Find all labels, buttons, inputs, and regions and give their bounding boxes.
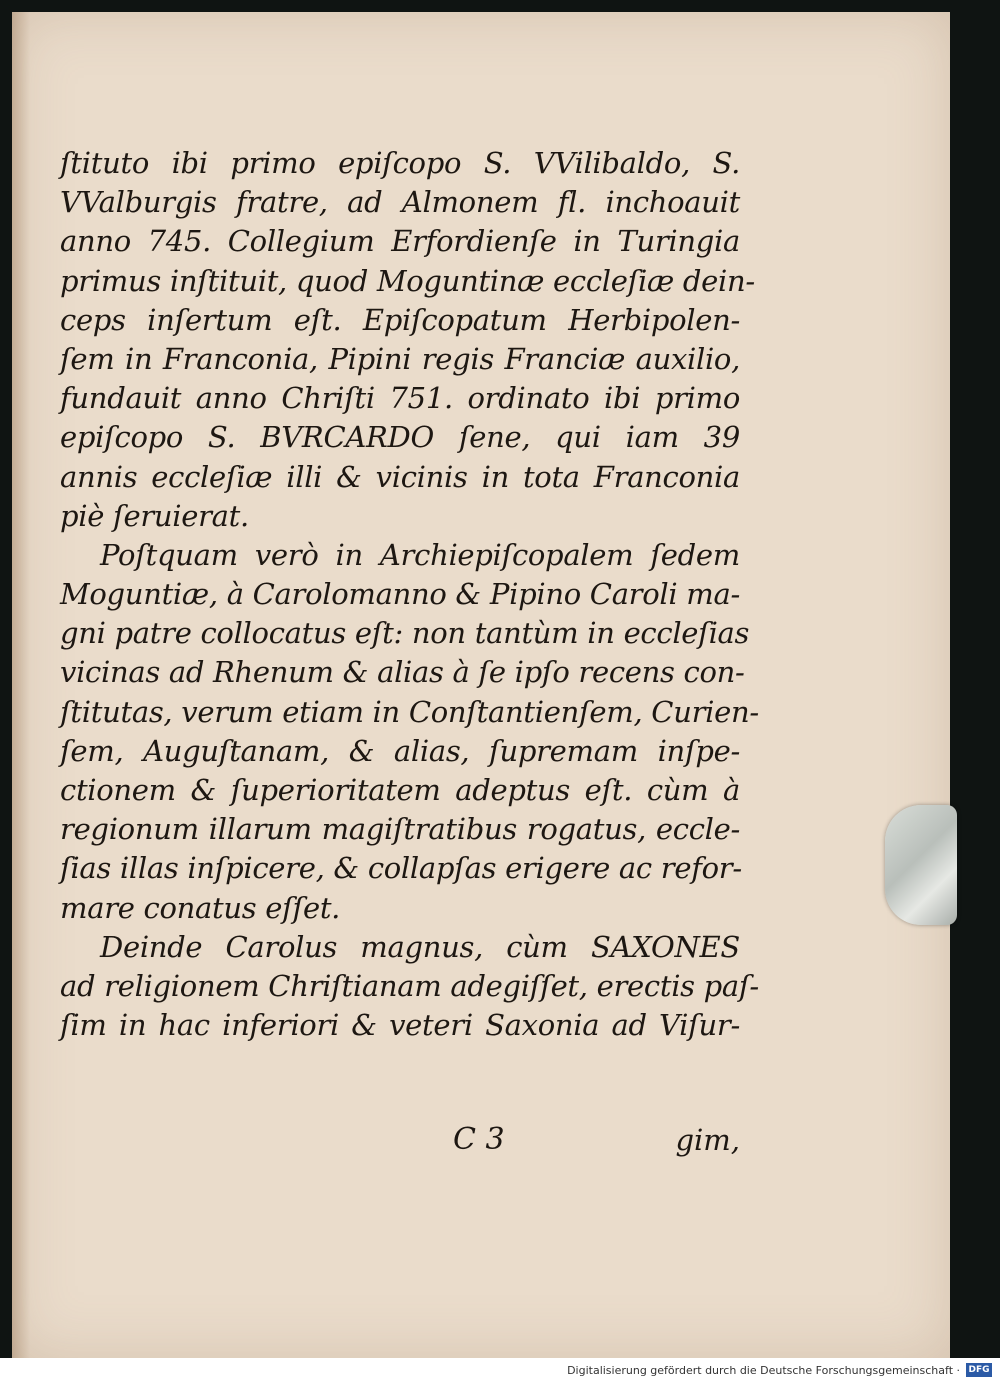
text-line: VValburgis fratre, ad Almonem fl. inchoauit bbox=[60, 185, 740, 220]
book-page bbox=[12, 12, 950, 1358]
text-line: ceps inſertum eſt. Epiſcopatum Herbipolen- bbox=[60, 302, 740, 337]
page-text bbox=[60, 144, 759, 1045]
text-line: vicinas ad Rhenum & alias à ſe ipſo recens con- bbox=[60, 655, 745, 690]
text-line: anno 745. Collegium Erfordienſe in Turingia bbox=[60, 224, 740, 259]
page-clip bbox=[885, 805, 957, 925]
text-line: ſtituto ibi primo epiſcopo S. VVilibaldo, S. bbox=[60, 146, 740, 180]
text-line: annis eccleſiæ illi & vicinis in tota Franconia bbox=[60, 459, 740, 494]
text-line: ſem in Franconia, Pipini regis Franciæ auxilio, bbox=[60, 341, 740, 376]
text-line: gni patre collocatus eſt: non tantùm in eccleſias bbox=[60, 616, 750, 651]
paragraph-first-line: Deinde Carolus magnus, cùm SAXONES bbox=[100, 929, 740, 964]
funding-notice: Digitalisierung gefördert durch die Deutsche Forschungsgemeinschaft · bbox=[567, 1364, 960, 1377]
page-gutter-shadow bbox=[12, 12, 30, 1358]
paragraph-first-line: Poſtquam verò in Archiepiſcopalem ſedem bbox=[100, 537, 740, 572]
catchword: gim, bbox=[675, 1123, 740, 1157]
text-line: mare conatus eſſet. bbox=[60, 890, 341, 925]
page-footer-row bbox=[60, 1120, 740, 1160]
text-line: regionum illarum magiſtratibus rogatus, eccle- bbox=[60, 812, 740, 847]
text-line: Moguntiæ, à Carolomanno & Pipino Caroli ma- bbox=[60, 577, 740, 612]
text-line: ad religionem Chriſtianam adegiſſet, erectis paſ- bbox=[60, 968, 759, 1003]
text-line: ſtitutas, verum etiam in Conſtantienſem, Curien- bbox=[60, 694, 759, 729]
text-line: ſias illas inſpicere, & collapſas erigere ac refor- bbox=[60, 851, 742, 886]
text-line: ſem, Auguſtanam, & alias, ſupremam inſpe- bbox=[60, 733, 740, 768]
text-line: fundauit anno Chriſti 751. ordinato ibi primo bbox=[60, 381, 740, 416]
text-line: piè ſeruierat. bbox=[60, 498, 249, 533]
signature-mark: C 3 bbox=[453, 1122, 505, 1157]
text-line: primus inſtituit, quod Moguntinæ eccleſiæ dein- bbox=[60, 263, 755, 298]
text-line: ctionem & ſuperioritatem adeptus eſt. cùm à bbox=[60, 773, 740, 807]
dfg-logo-icon: DFG bbox=[966, 1363, 992, 1377]
digitization-footer bbox=[0, 1358, 1000, 1384]
text-line: ſim in hac inferiori & veteri Saxonia ad Viſur- bbox=[60, 1008, 740, 1043]
text-line: epiſcopo S. BVRCARDO ſene, qui iam 39 bbox=[60, 420, 740, 455]
